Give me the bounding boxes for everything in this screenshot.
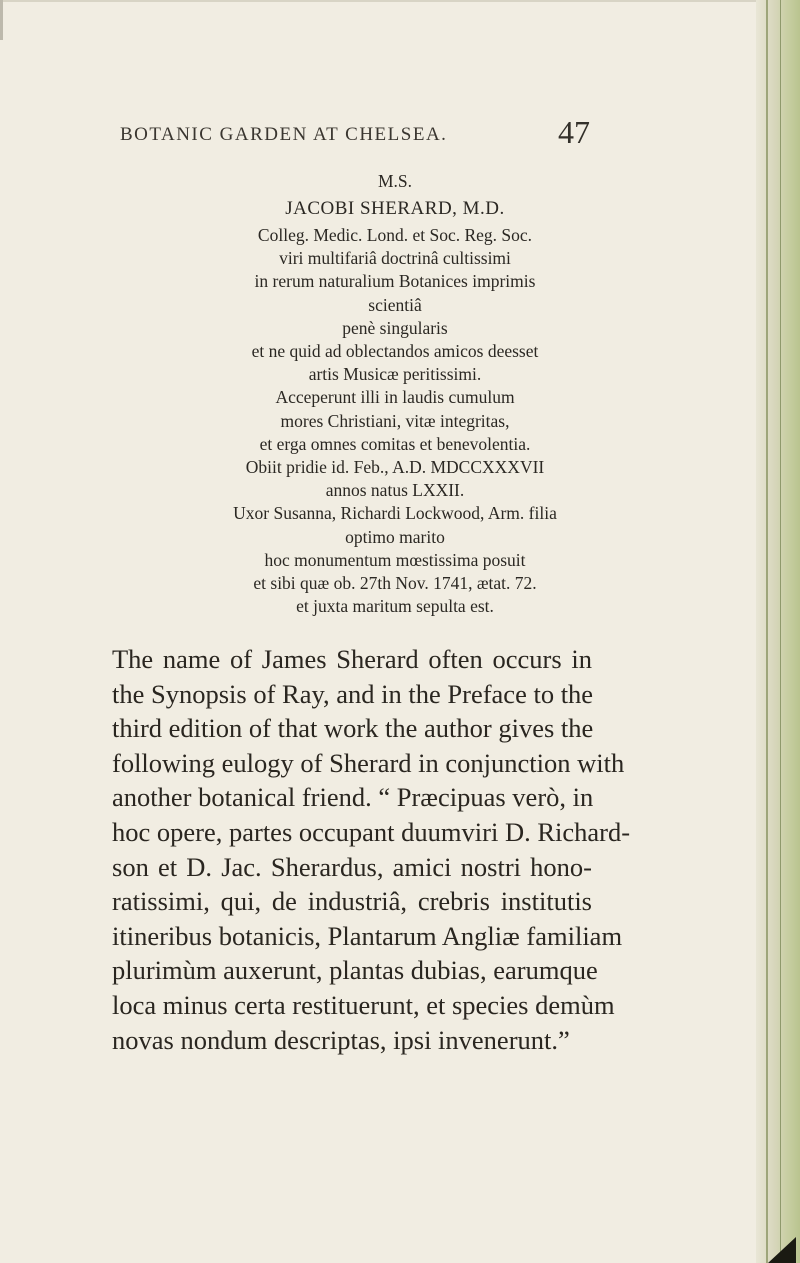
- paragraph-line: hoc opere, partes occupant duumviri D. Richard-: [112, 816, 631, 847]
- epitaph-line: scientiâ: [368, 294, 422, 315]
- epitaph-line: Uxor Susanna, Richardi Lockwood, Arm. filia: [233, 503, 557, 524]
- page-left-edge: [0, 0, 3, 40]
- page-top-edge: [0, 0, 756, 2]
- header-title: BOTANIC GARDEN AT CHELSEA.: [120, 124, 448, 145]
- epitaph-line: optimo marito: [345, 526, 445, 547]
- paragraph-line: novas nondum descriptas, ipsi invenerunt.”: [112, 1024, 570, 1055]
- epitaph-line: Obiit pridie id. Feb., A.D. MDCCXXXVII: [245, 457, 545, 478]
- epitaph-line: Colleg. Medic. Lond. et Soc. Reg. Soc.: [257, 225, 533, 245]
- paragraph-line: third edition of that work the author gives the: [112, 713, 594, 744]
- epitaph-line: in rerum naturalium Botanices imprimis: [254, 271, 536, 292]
- epitaph-inscription: [160, 168, 630, 618]
- paragraph-line: another botanical friend. “ Præcipuas verò, in: [112, 782, 594, 813]
- page-corner-mark: [768, 1237, 796, 1263]
- epitaph-line: penè singularis: [342, 317, 448, 338]
- epitaph-line: M.S.: [377, 171, 413, 191]
- paragraph-line: loca minus certa restituerunt, et species demùm: [112, 989, 615, 1020]
- running-header: [120, 114, 590, 154]
- epitaph-line: annos natus LXXII.: [325, 480, 465, 501]
- paragraph-line: ratissimi, qui, de industriâ, crebris institutis: [112, 886, 592, 917]
- epitaph-line: Acceperunt illi in laudis cumulum: [275, 387, 515, 408]
- epitaph-line: viri multifariâ doctrinâ cultissimi: [279, 248, 511, 269]
- page-number: 47: [558, 114, 590, 150]
- paragraph-line: son et D. Jac. Sherardus, amici nostri hono-: [112, 851, 592, 882]
- epitaph-line: mores Christiani, vitæ integritas,: [280, 410, 510, 431]
- paragraph-line: following eulogy of Sherard in conjunction with: [112, 747, 625, 778]
- paragraph-line: The name of James Sherard often occurs in: [112, 644, 592, 674]
- epitaph-line: et sibi quæ ob. 27th Nov. 1741, ætat. 72.: [253, 573, 537, 594]
- paragraph-line: plurimùm auxerunt, plantas dubias, earumque: [112, 955, 598, 986]
- paragraph-line: itineribus botanicis, Plantarum Angliæ familiam: [112, 920, 623, 951]
- epitaph-line: et erga omnes comitas et benevolentia.: [259, 433, 531, 454]
- epitaph-line: et juxta maritum sepulta est.: [296, 596, 494, 617]
- body-paragraph: [112, 642, 631, 1057]
- epitaph-line: hoc monumentum mœstissima posuit: [264, 549, 526, 570]
- paragraph-line: the Synopsis of Ray, and in the Preface to the: [112, 678, 594, 709]
- epitaph-line: JACOBI SHERARD, M.D.: [285, 198, 505, 219]
- epitaph-line: et ne quid ad oblectandos amicos deesset: [251, 341, 539, 362]
- epitaph-line: artis Musicæ peritissimi.: [308, 364, 482, 385]
- book-page-edge: [756, 0, 800, 1263]
